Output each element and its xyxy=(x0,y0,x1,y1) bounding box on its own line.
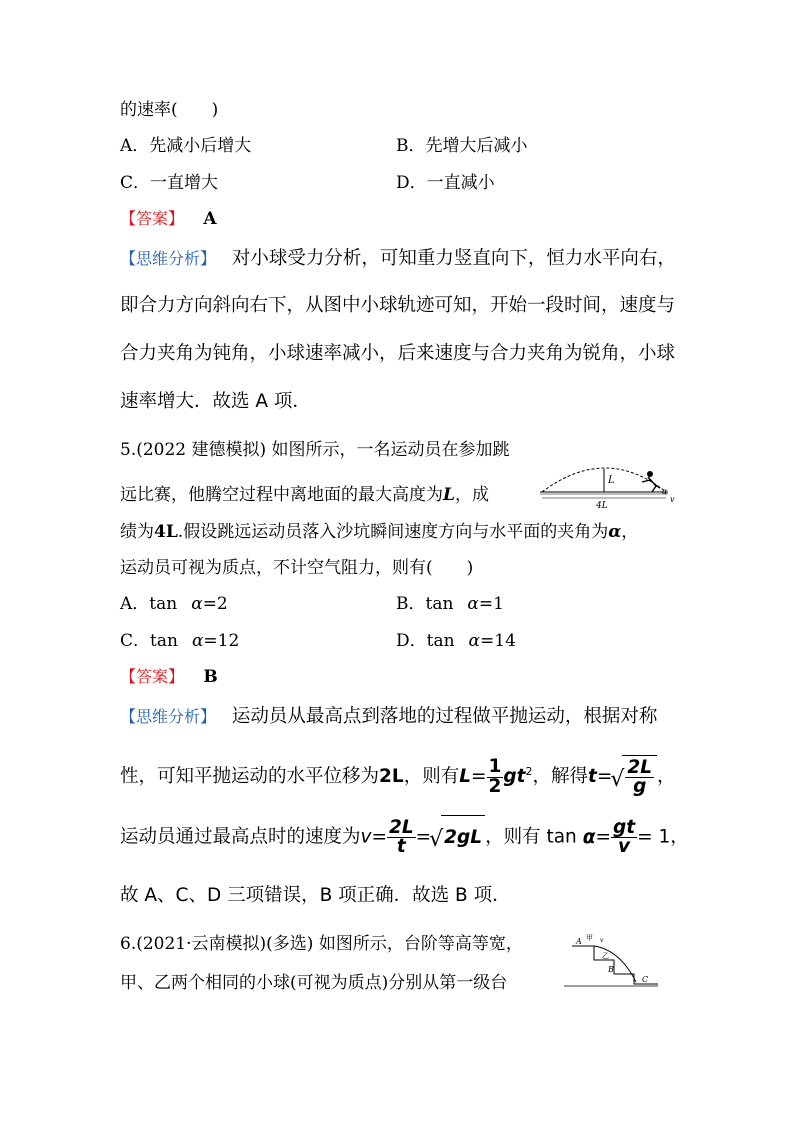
option-value: =14 xyxy=(480,631,516,651)
q5-text: 远比赛，他腾空过程中离地面的最大高度为 xyxy=(120,485,443,505)
symbol-2L: 2L xyxy=(379,766,404,788)
answer-tag: 【答案】 xyxy=(120,209,185,228)
denominator: g xyxy=(625,777,654,797)
superscript: 2 xyxy=(525,765,533,778)
analysis-text: 对小球受力分析，可知重力竖直向下，恒力水平向右， xyxy=(231,248,676,269)
q5-text: ， xyxy=(621,522,639,542)
option-label: A．tan xyxy=(120,594,178,614)
option-value: =12 xyxy=(203,631,240,651)
label-C: C xyxy=(642,975,649,984)
q4-analysis-line-2: 即合力方向斜向右下，从图中小球轨迹可知，开始一段时间，速度与 xyxy=(120,295,676,316)
q4-analysis-line-4: 速率增大．故选 A 项． xyxy=(120,391,311,412)
option-value: =2 xyxy=(202,594,228,614)
q5-text: 绩为 xyxy=(120,522,154,542)
option-alpha: α xyxy=(191,631,204,651)
long-jump-figure xyxy=(538,466,680,514)
option-label: C．tan xyxy=(120,631,178,651)
q6-line-2: 甲、乙两个相同的小球(可视为质点)分别从第一级台 xyxy=(120,973,508,993)
q4-analysis-line-3: 合力夹角为钝角，小球速率减小，后来速度与合力夹角为锐角，小球 xyxy=(120,343,676,364)
label-v: v xyxy=(600,937,604,944)
q4-tail: 的速率( ) xyxy=(120,100,219,120)
label-B: B xyxy=(608,965,614,974)
q4-answer-row xyxy=(120,209,217,229)
athlete-body-icon xyxy=(642,477,660,492)
analysis-text: ， xyxy=(657,766,676,788)
q5-answer-row xyxy=(120,667,218,687)
stairs-figure xyxy=(562,930,662,990)
symbol-L: L xyxy=(459,766,471,788)
fraction-half xyxy=(487,758,504,796)
analysis-text: 运动员从最高点到落地的过程做平抛运动，根据对称 xyxy=(231,706,658,727)
option-label: B．tan xyxy=(396,594,454,614)
answer-tag: 【答案】 xyxy=(120,667,185,686)
label-4L: 4L xyxy=(596,501,608,511)
option-alpha: α xyxy=(468,631,481,651)
fraction-gt-v xyxy=(611,816,637,857)
q5-analysis-line-4: 故 A、C、D 三项错误，B 项正确．故选 B 项． xyxy=(120,885,511,906)
q5-analysis-line-1 xyxy=(120,707,657,727)
equals-sign: = xyxy=(596,766,613,788)
q5-option-d xyxy=(396,631,516,651)
fraction-2L-t xyxy=(387,816,416,857)
q5-symbol-4L: 4L xyxy=(154,522,178,542)
q5-head: 5.(2022 建德模拟) 如图所示，一名运动员在参加跳 xyxy=(120,440,510,460)
q5-text: ，成 xyxy=(454,485,489,505)
label-alpha: α xyxy=(662,487,668,496)
denominator: v xyxy=(611,837,637,857)
symbol-t: t xyxy=(588,766,597,788)
symbol-gt: gt xyxy=(503,766,526,788)
analysis-tag: 【思维分析】 xyxy=(120,249,217,268)
equals-sign: = xyxy=(415,826,432,848)
analysis-text: ，解得 xyxy=(532,766,588,788)
analysis-tag: 【思维分析】 xyxy=(120,707,217,726)
equals-sign: = xyxy=(471,766,487,788)
q4-option-c: C．一直增大 xyxy=(120,173,219,193)
label-A: A xyxy=(576,937,582,946)
label-v: v xyxy=(670,495,675,504)
analysis-text: = 1， xyxy=(637,826,689,848)
option-alpha: α xyxy=(467,594,479,614)
sqrt-expression xyxy=(622,755,657,800)
q5-symbol-alpha: α xyxy=(608,522,622,542)
q4-option-b: B．先增大后减小 xyxy=(396,136,528,156)
q4-option-a: A．先减小后增大 xyxy=(120,136,252,156)
label-yi: 乙 xyxy=(602,952,609,960)
symbol-alpha: α xyxy=(582,826,596,848)
option-alpha: α xyxy=(191,594,203,614)
denominator: t xyxy=(387,837,416,857)
answer-value: A xyxy=(203,209,217,229)
sqrt-fraction xyxy=(625,756,654,798)
numerator: gt xyxy=(613,816,636,838)
analysis-text: ，则有 tan xyxy=(485,826,577,848)
symbol-v: v xyxy=(360,826,372,848)
q5-option-a xyxy=(120,594,228,614)
analysis-text: 运动员通过最高点时的速度为 xyxy=(120,826,361,848)
label-jia: 甲 xyxy=(586,934,593,942)
q5-option-c xyxy=(120,631,239,651)
label-L: L xyxy=(608,475,615,486)
ball-path xyxy=(594,946,636,982)
analysis-text: ，则有 xyxy=(403,766,460,788)
q5-symbol-L: L xyxy=(443,485,455,505)
sqrt-2gL: √ 2gL xyxy=(441,815,485,860)
numerator: √ 2L xyxy=(627,756,653,778)
q6-line-1: 6.(2021·云南模拟)(多选) 如图所示，台阶等高等宽， xyxy=(120,934,523,954)
q5-analysis-line-2 xyxy=(120,750,676,798)
numerator: 2L xyxy=(388,816,414,838)
q4-analysis-line-1 xyxy=(120,249,676,269)
answer-value: B xyxy=(203,667,218,687)
numerator: 1 xyxy=(488,756,502,778)
option-label: D．tan xyxy=(396,631,455,651)
denominator: 2 xyxy=(488,775,502,797)
q5-analysis-line-3 xyxy=(120,815,689,859)
equals-sign: = xyxy=(371,826,387,848)
q4-option-d: D．一直减小 xyxy=(396,173,495,193)
option-value: =1 xyxy=(478,594,504,614)
q5-line-2 xyxy=(120,485,489,505)
analysis-text: 性，可知平抛运动的水平位移为 xyxy=(120,766,380,788)
q5-text: .假设跳远运动员落入沙坑瞬间速度方向与水平面的夹角为 xyxy=(177,522,609,542)
q5-option-b xyxy=(396,594,504,614)
equals-sign: = xyxy=(595,826,612,848)
q5-line-4: 运动员可视为质点，不计空气阻力，则有( ) xyxy=(120,558,474,578)
q5-line-3 xyxy=(120,522,638,542)
athlete-head-icon xyxy=(647,471,653,477)
